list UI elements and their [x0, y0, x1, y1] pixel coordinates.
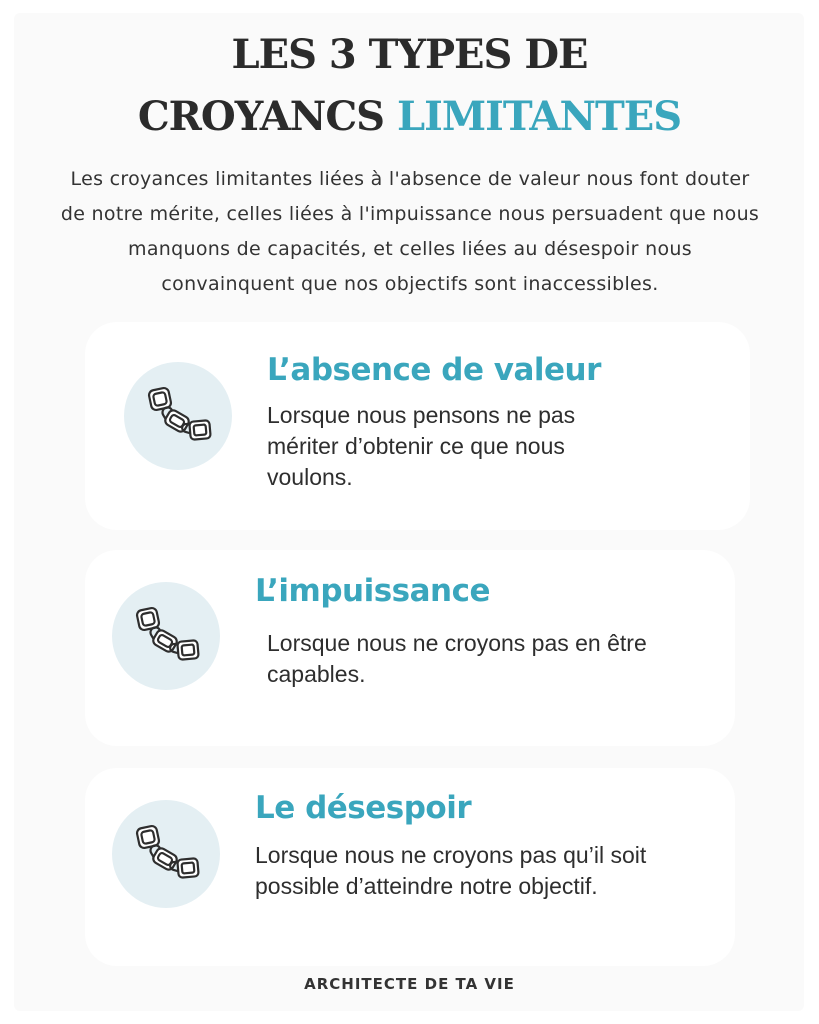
belief-card-desespoir [85, 768, 735, 966]
page-title-line1 [0, 30, 819, 80]
icon-circle [124, 362, 232, 470]
belief-card-impuissance [85, 550, 735, 746]
page-title-line2 [0, 92, 819, 142]
title-text-line1: LES 3 TYPES DE [231, 31, 588, 78]
card-description: Lorsque nous ne croyons pas qu’il soit possible d’atteindre notre objectif. [255, 842, 647, 899]
card-description: Lorsque nous ne croyons pas en être capables. [267, 630, 647, 687]
card-heading: L’impuissance [255, 573, 491, 609]
icon-circle [112, 582, 220, 690]
title-text-dark: CROYANCS [137, 93, 385, 140]
title-text-accent: LIMITANTES [397, 93, 682, 140]
chain-icon [130, 603, 202, 669]
chain-icon [142, 383, 214, 449]
intro-paragraph: Les croyances limitantes liées à l'absence de valeur nous font douter de notre mérite, celles liées à l'impuissance nous persuadent que nous manquons de capacités, et celles liées au désespoir nous convainquent que nos objectifs sont inaccessibles. [60, 168, 760, 295]
card-heading: Le désespoir [255, 790, 472, 826]
chain-icon [130, 821, 202, 887]
card-description: Lorsque nous pensons ne pas mériter d’obtenir ce que nous voulons. [267, 402, 576, 490]
belief-card-absence-de-valeur [85, 322, 750, 530]
icon-circle [112, 800, 220, 908]
brand-footer: ARCHITECTE DE TA VIE [304, 975, 515, 993]
card-heading: L’absence de valeur [267, 352, 601, 388]
